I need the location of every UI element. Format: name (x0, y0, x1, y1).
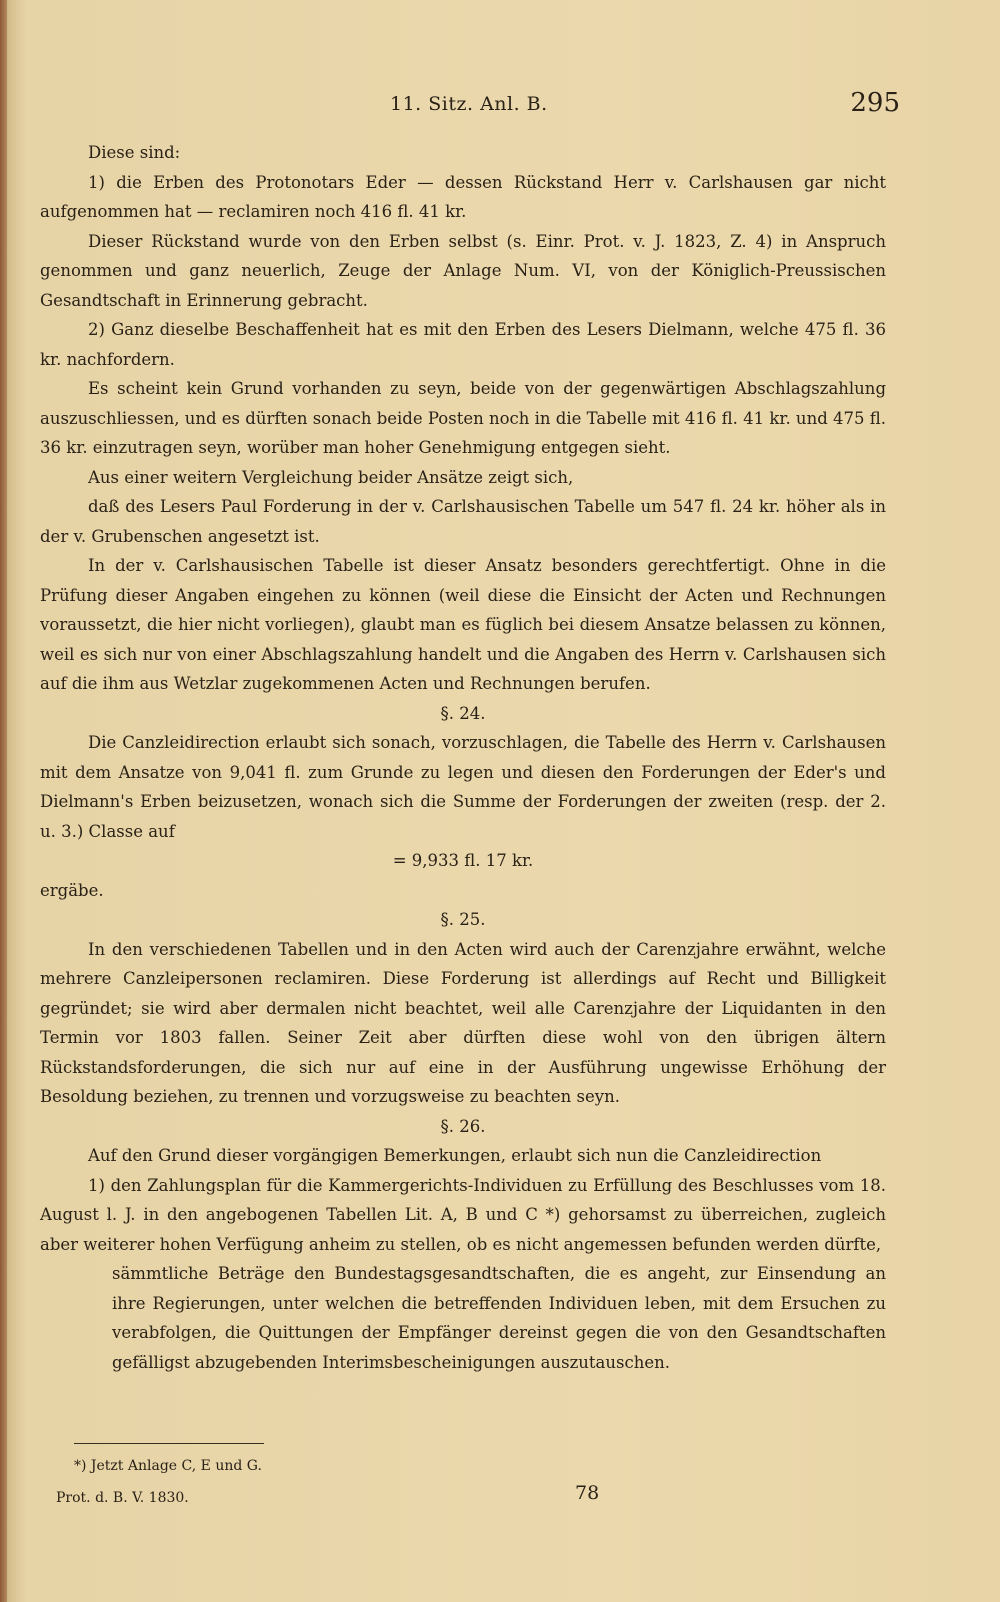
paragraph: ergäbe. (40, 880, 104, 900)
paragraph: 1) die Erben des Protonotars Eder — dessen Rückstand Herr v. Carlshausen gar nicht aufgenommen hat — reclamiren noch 416 fl. 41 kr. (40, 172, 886, 221)
paragraph: Es scheint kein Grund vorhanden zu seyn, beide von der gegenwärtigen Abschlagszahlung auszuschliessen, und es dürften sonach beide Posten noch in die Tabelle mit 416 fl. 41 kr. und 475 fl. 36 kr. einzutragen seyn, worüber man hoher Genehmigung entgegen sieht. (40, 379, 886, 457)
book-spine-edge (0, 0, 7, 1602)
paragraph: 1) den Zahlungsplan für die Kammergerichts-Individuen zu Erfüllung des Beschlusses vom 18. August l. J. in den angebogenen Tabellen Lit. A, B und C *) gehorsamst zu überreichen, zugleich aber weiterer hohen Verfügung anheim zu stellen, ob es nicht angemessen befunden werden dürfte, (40, 1175, 886, 1254)
indented-block: sämmtliche Beträge den Bundestagsgesandtschaften, die es angeht, zur Einsendung an ihre Regierungen, unter welchen die betreffenden Individuen leben, mit dem Ersuchen zu verabfolgen, die Quittungen der Empfänger dereinst gegen die von den Gesandtschaften gefälligst abzugebenden Interimsbescheinigungen auszutauschen. (112, 1264, 886, 1372)
running-head: 11. Sitz. Anl. B. (390, 93, 548, 115)
sum-line: = 9,933 fl. 17 kr. (392, 851, 534, 870)
section-heading-26: §. 26. (440, 1116, 486, 1136)
paragraph: Auf den Grund dieser vorgängigen Bemerkungen, erlaubt sich nun die Canzleidirection (88, 1146, 822, 1165)
paragraph: daß des Lesers Paul Forderung in der v. Carlshausischen Tabelle um 547 fl. 24 kr. höher als in der v. Grubenschen angesetzt ist. (40, 497, 886, 546)
paragraph: Aus einer weitern Vergleichung beider Ansätze zeigt sich, (88, 467, 574, 487)
footnote: *) Jetzt Anlage C, E und G. (74, 1458, 262, 1474)
paragraph: Die Canzleidirection erlaubt sich sonach, vorzuschlagen, die Tabelle des Herrn v. Carlshausen mit dem Ansatze von 9,041 fl. zum Grunde zu legen und diesen den Forderungen der Eder's und Dielmann's Erben beizusetzen, wonach sich die Summe der Forderungen der zweiten (resp. der 2. u. 3.) Classe auf (40, 733, 886, 841)
paragraph: In den verschiedenen Tabellen und in den Acten wird auch der Carenzjahre erwähnt, welche mehrere Canzleipersonen reclamiren. Diese Forderung ist allerdings auf Recht und Billigkeit gegründet; sie wird aber dermalen nicht beachtet, weil alle Carenzjahre der Liquidanten in den Termin vor 1803 fallen. Seiner Zeit aber dürften diese wohl von den übrigen ältern Rückstandsforderungen, die sich nur auf eine in der Ausführung ungewisse Erhöhung der Besoldung beziehen, zu trennen und vorzugsweise zu beachten seyn. (40, 939, 886, 1106)
section-heading-25: §. 25. (440, 910, 486, 929)
page-body (40, 138, 886, 1377)
page-number: 295 (850, 88, 900, 118)
footnote-rule (74, 1443, 264, 1444)
page-header (40, 88, 900, 128)
paragraph: In der v. Carlshausischen Tabelle ist dieser Ansatz besonders gerechtfertigt. Ohne in die Prüfung dieser Angaben eingehen zu können (weil diese die Einsicht der Acten und Rechnungen voraussetzt, die hier nicht vorliegen), glaubt man es füglich bei diesem Ansatze belassen zu können, weil es sich nur von einer Abschlagszahlung handelt und die Angaben des Herrn v. Carlshausen sich auf die ihm aus Wetzlar zugekommenen Acten und Rechnungen berufen. (40, 556, 886, 693)
paragraph: Dieser Rückstand wurde von den Erben selbst (s. Einr. Prot. v. J. 1823, Z. 4) in Anspruch genommen und ganz neuerlich, Zeuge der Anlage Num. VI, von der Königlich-Preussischen Gesandtschaft in Erinnerung gebracht. (40, 231, 886, 310)
paragraph: Diese sind: (88, 143, 181, 162)
paragraph: 2) Ganz dieselbe Beschaffenheit hat es mit den Erben des Lesers Dielmann, welche 475 fl. 36 kr. nachfordern. (40, 320, 886, 369)
imprint-line: Prot. d. B. V. 1830. (56, 1490, 189, 1506)
section-heading-24: §. 24. (440, 703, 486, 723)
signature-number: 78 (575, 1482, 600, 1504)
